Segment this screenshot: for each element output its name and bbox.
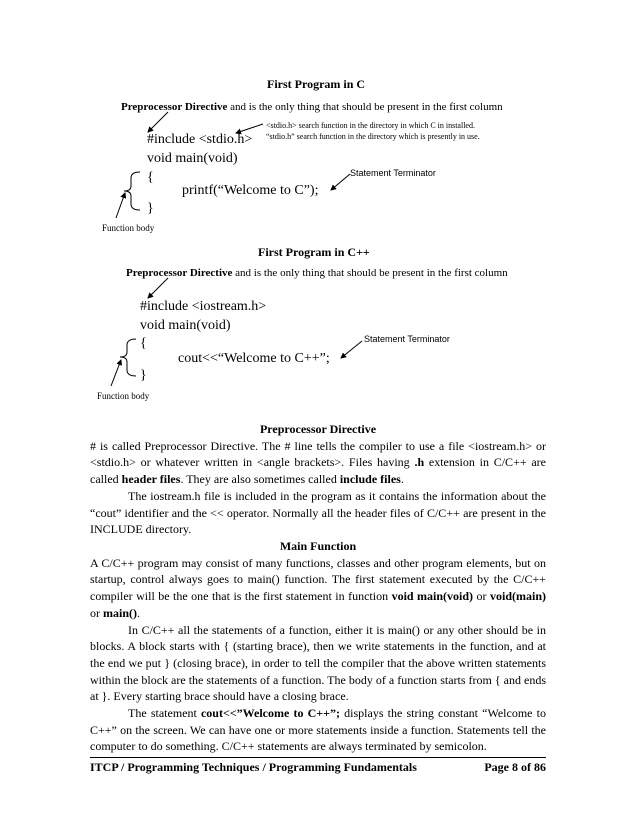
cpp-statement-terminator: Statement Terminator [364,334,450,344]
c-preprocessor-rest: and is the only thing that should be present in the first column [227,101,503,113]
main-p1-text-a: A C/C++ program may consist of many functions, classes and other program elements, but on startup, control always goes to main() function. The first statement executed by the C/C++ compiler will be the one that is the first statement in function [90,555,546,604]
c-terminator-arrow [331,174,350,190]
preprocessor-p1-bold-h: .h [414,455,425,470]
c-statement-terminator: Statement Terminator [350,168,436,178]
main-function-paragraph-3 [90,705,546,755]
cpp-terminator-arrow [341,341,362,358]
c-code-main: void main(void) [147,151,238,166]
cpp-brace-close: } [140,368,147,383]
cpp-preprocessor-label: Preprocessor Directive [126,267,233,279]
c-brace-open: { [147,170,154,185]
footer-course-title: ITCP / Programming Techniques / Programming Fundamentals [90,760,417,774]
page-footer [90,757,546,774]
footer-page-number: Page 8 of 86 [484,760,546,774]
c-section-title: First Program in C [267,77,366,91]
main-p3-bold-cout: cout<<”Welcome to C++”; [200,706,340,721]
preprocessor-heading: Preprocessor Directive [259,422,377,436]
c-function-body-arrow [116,193,125,218]
preprocessor-p1-text-e: . They are also sometimes called [180,472,340,487]
cpp-code-include: #include <iostream.h> [140,299,267,314]
c-note-quote: “stdio.h” search function in the directory which is presently in use. [266,132,480,141]
c-code-statement: printf(“Welcome to C”); [182,183,319,198]
preprocessor-p1-bold-include-files: include files [339,472,401,487]
cpp-section-title: First Program in C++ [258,245,370,259]
main-function-heading: Main Function [279,539,357,553]
preprocessor-p1-text-c: extension in C/C++ are called [90,455,546,487]
c-preprocessor-arrow [148,112,168,132]
cpp-code-main: void main(void) [140,318,231,333]
main-function-section [90,538,546,755]
main-p1-bold-void-main-void: void main(void) [391,589,474,604]
cpp-function-body-label: Function body [97,391,150,401]
main-function-paragraph-2: In C/C++ all the statements of a function, either it is main() or any other should be in blocks. A block starts with { (starting brace), then we write statements in the function, and at the end we put } (closing brace), in order to tell the compiler that the above written statements within the block are the statements of a function. The body of a function starts from { and ends at }. Every starting brace should have a closing brace. [90,622,546,704]
cpp-function-body-arrow [111,360,121,386]
preprocessor-paragraph-2: The iostream.h file is included in the program as it contains the information about the “cout” identifier and the << operator. Normally all the header files of C/C++ are present in the INCLUDE directory. [90,488,546,537]
cpp-preprocessor-arrow [148,278,168,298]
c-preprocessor-label: Preprocessor Directive [121,101,228,113]
main-p1-text-c: or [473,589,490,604]
c-code-include: #include <stdio.h> [147,132,253,147]
c-note-angle: <stdio.h> search function in the directory in which C in installed. [266,121,475,130]
preprocessor-p1-bold-header-files: header files [121,472,181,487]
preprocessor-paragraph-1 [90,438,546,488]
c-function-body-brace [124,172,140,210]
preprocessor-section [90,421,546,538]
main-p1-text-e: or [90,605,103,620]
main-p1-bold-void-main: void(main) [489,589,546,604]
cpp-brace-open: { [140,336,147,351]
cpp-function-body-brace [120,339,136,376]
c-include-arrow [236,124,263,133]
cpp-code-statement: cout<<“Welcome to C++”; [178,351,330,366]
cpp-preprocessor-rest: and is the only thing that should be present in the first column [232,267,508,279]
main-p3-text-a: The statement [128,706,201,721]
c-brace-close: } [147,201,154,216]
main-p3-text-c: displays the string constant “Welcome to C++” on the screen. We can have one or more statements inside a function. Statements tell the computer to do something. C/C++ statements are always terminated by semicolon. [90,706,546,754]
main-p1-bold-main: main() [103,605,137,620]
main-function-paragraph-1 [90,555,546,622]
c-function-body-label: Function body [102,223,155,233]
preprocessor-p1-text-a: # is called Preprocessor Directive. The # line tells the compiler to use a file <iostream.h> or <stdio.h> or whatever written in <angle brackets>. Files having [90,438,546,470]
preprocessor-p1-text-g: . [400,472,404,487]
main-p1-text-g: . [137,605,140,620]
